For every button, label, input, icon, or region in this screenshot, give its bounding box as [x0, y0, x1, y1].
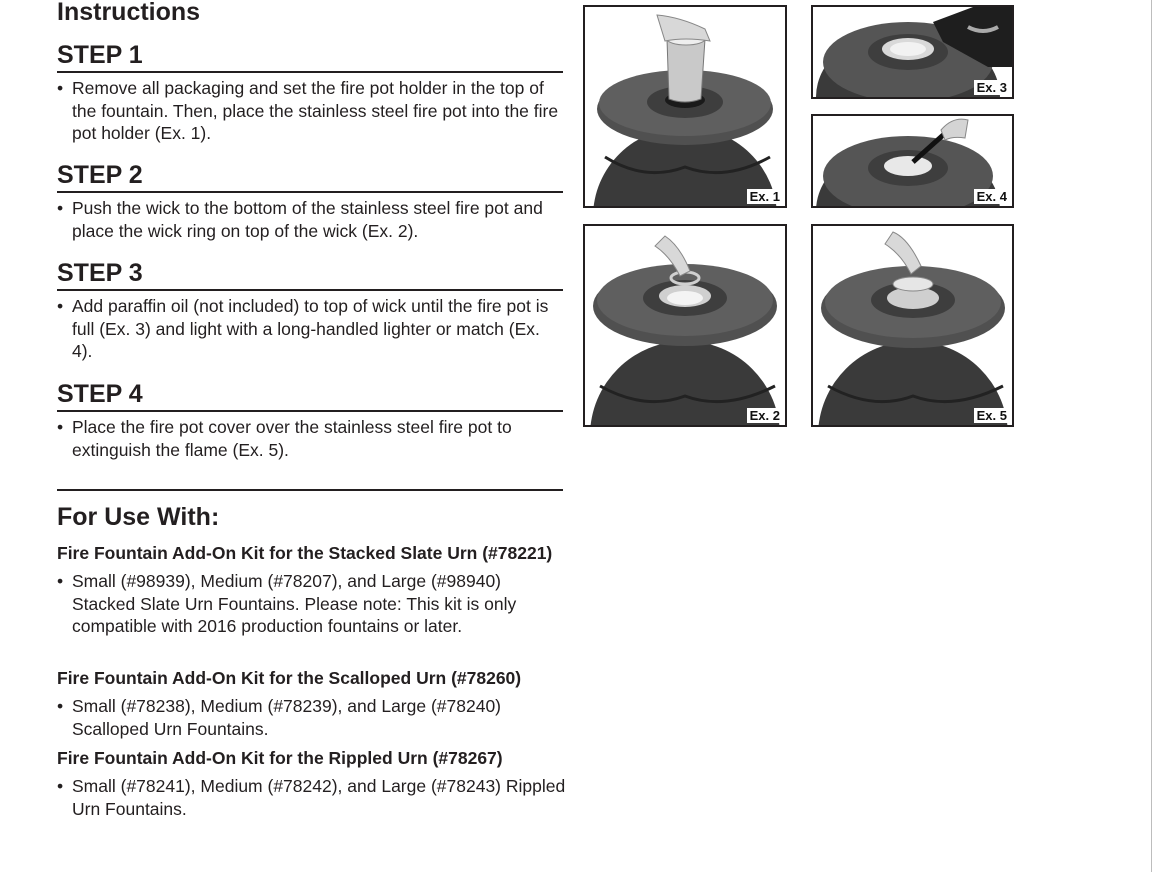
page-edge-rule: [1151, 0, 1152, 872]
use-with-title: For Use With:: [57, 503, 220, 531]
figure-label: Ex. 5: [974, 408, 1010, 423]
step-1: [57, 40, 563, 145]
figure-label: Ex. 3: [974, 80, 1010, 95]
kit-text: • Small (#78238), Medium (#78239), and Large (#78240) Scalloped Urn Fountains.: [57, 695, 577, 740]
step-3-text: • Add paraffin oil (not included) to top of wick until the fire pot is full (Ex. 3) and light with a long-handled lighter or match (Ex. 4).: [57, 295, 563, 363]
step-1-heading: STEP 1: [57, 40, 563, 73]
urn-illustration-icon: [813, 226, 1012, 425]
step-3-heading: STEP 3: [57, 258, 563, 291]
kit-heading: Fire Fountain Add-On Kit for the Scalloped Urn (#78260): [57, 668, 522, 688]
kit-text: • Small (#78241), Medium (#78242), and Large (#78243) Rippled Urn Fountains.: [57, 775, 577, 820]
figure-label: Ex. 1: [747, 189, 783, 204]
kit-heading: Fire Fountain Add-On Kit for the Stacked Slate Urn (#78221): [57, 543, 553, 563]
step-4-heading: STEP 4: [57, 379, 563, 412]
urn-illustration-icon: [585, 226, 785, 425]
kit-scalloped: [57, 667, 577, 740]
kit-text: • Small (#98939), Medium (#78207), and Large (#98940) Stacked Slate Urn Fountains. Please note: This kit is only compatible with 2016 production fountains or later.: [57, 570, 563, 638]
step-4-text: • Place the fire pot cover over the stainless steel fire pot to extinguish the flame (Ex. 5).: [57, 416, 563, 461]
figure-ex5: [811, 224, 1014, 427]
step-2: [57, 160, 563, 242]
figure-ex3: [811, 5, 1014, 99]
figure-ex4: [811, 114, 1014, 208]
step-2-heading: STEP 2: [57, 160, 563, 193]
kit-rippled: [57, 747, 577, 820]
figure-ex2: [583, 224, 787, 427]
page-title: Instructions: [57, 0, 201, 26]
kit-heading: Fire Fountain Add-On Kit for the Rippled Urn (#78267): [57, 748, 503, 768]
section-divider: [57, 489, 563, 491]
figure-ex1: [583, 5, 787, 208]
figure-label: Ex. 2: [747, 408, 783, 423]
step-2-text: • Push the wick to the bottom of the stainless steel fire pot and place the wick ring on top of the wick (Ex. 2).: [57, 197, 563, 242]
step-4: [57, 379, 563, 461]
urn-illustration-icon: [585, 7, 785, 206]
step-3: [57, 258, 563, 363]
figure-label: Ex. 4: [974, 189, 1010, 204]
kit-stacked-slate: [57, 542, 563, 638]
step-1-text: • Remove all packaging and set the fire pot holder in the top of the fountain. Then, place the stainless steel fire pot into the fire pot holder (Ex. 1).: [57, 77, 563, 145]
